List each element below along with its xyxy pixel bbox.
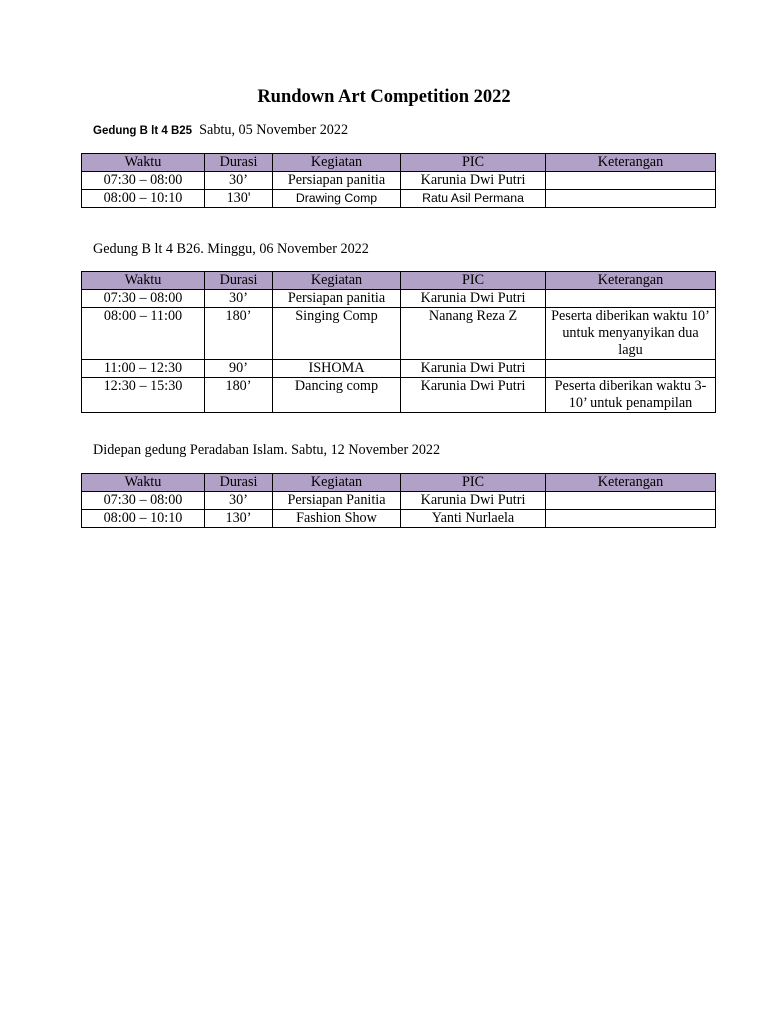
cell-pic: Karunia Dwi Putri [401, 378, 546, 413]
cell-keterangan [546, 492, 716, 510]
cell-waktu: 08:00 – 10:10 [82, 190, 205, 208]
section-3-caption: Didepan gedung Peradaban Islam. Sabtu, 12 November 2022 [93, 442, 441, 458]
table-row [82, 190, 716, 208]
document-title: Rundown Art Competition 2022 [257, 87, 511, 107]
cell-keterangan [546, 290, 716, 308]
cell-kegiatan: ISHOMA [273, 360, 401, 378]
header-durasi: Durasi [205, 474, 273, 492]
cell-keterangan [546, 172, 716, 190]
cell-durasi: 130' [205, 190, 273, 208]
cell-keterangan: Peserta diberikan waktu 10’ untuk menyanyikan dua lagu [546, 308, 716, 360]
cell-waktu: 12:30 – 15:30 [82, 378, 205, 413]
cell-pic: Ratu Asil Permana [401, 190, 546, 208]
section-1-caption-date: Sabtu, 05 November 2022 [199, 122, 349, 138]
header-keterangan: Keterangan [546, 474, 716, 492]
table-row [82, 290, 716, 308]
table-row [82, 308, 716, 360]
header-keterangan: Keterangan [546, 154, 716, 172]
cell-keterangan [546, 360, 716, 378]
cell-pic: Yanti Nurlaela [401, 510, 546, 528]
table-row [82, 378, 716, 413]
header-durasi: Durasi [205, 272, 273, 290]
table-row [82, 492, 716, 510]
section-1-caption-location: Gedung B lt 4 B25 [93, 125, 193, 137]
cell-waktu: 11:00 – 12:30 [82, 360, 205, 378]
header-pic: PIC [401, 272, 546, 290]
cell-keterangan: Peserta diberikan waktu 3-10’ untuk penampilan [546, 378, 716, 413]
cell-kegiatan: Dancing comp [273, 378, 401, 413]
cell-durasi: 90’ [205, 360, 273, 378]
cell-kegiatan: Persiapan panitia [273, 172, 401, 190]
cell-durasi: 30’ [205, 290, 273, 308]
header-durasi: Durasi [205, 154, 273, 172]
header-waktu: Waktu [82, 474, 205, 492]
section-1-caption [93, 121, 348, 140]
cell-kegiatan: Singing Comp [273, 308, 401, 360]
cell-pic: Karunia Dwi Putri [401, 492, 546, 510]
cell-kegiatan: Persiapan Panitia [273, 492, 401, 510]
schedule-table-3 [81, 473, 716, 528]
header-kegiatan: Kegiatan [273, 272, 401, 290]
schedule-table-2 [81, 271, 716, 413]
cell-pic: Karunia Dwi Putri [401, 172, 546, 190]
cell-durasi: 30’ [205, 172, 273, 190]
header-pic: PIC [401, 474, 546, 492]
table-row [82, 360, 716, 378]
cell-kegiatan: Persiapan panitia [273, 290, 401, 308]
table-header-row [82, 154, 716, 172]
cell-durasi: 180’ [205, 378, 273, 413]
header-pic: PIC [401, 154, 546, 172]
header-kegiatan: Kegiatan [273, 154, 401, 172]
cell-durasi: 30’ [205, 492, 273, 510]
table-header-row [82, 474, 716, 492]
cell-durasi: 130’ [205, 510, 273, 528]
cell-pic: Nanang Reza Z [401, 308, 546, 360]
cell-waktu: 08:00 – 11:00 [82, 308, 205, 360]
header-kegiatan: Kegiatan [273, 474, 401, 492]
cell-durasi: 180’ [205, 308, 273, 360]
cell-waktu: 08:00 – 10:10 [82, 510, 205, 528]
header-keterangan: Keterangan [546, 272, 716, 290]
cell-kegiatan: Drawing Comp [273, 190, 401, 208]
cell-waktu: 07:30 – 08:00 [82, 172, 205, 190]
header-waktu: Waktu [82, 154, 205, 172]
table-row [82, 510, 716, 528]
cell-waktu: 07:30 – 08:00 [82, 492, 205, 510]
cell-pic: Karunia Dwi Putri [401, 290, 546, 308]
schedule-table-1 [81, 153, 716, 208]
cell-waktu: 07:30 – 08:00 [82, 290, 205, 308]
section-2-caption: Gedung B lt 4 B26. Minggu, 06 November 2022 [93, 241, 369, 257]
table-row [82, 172, 716, 190]
cell-keterangan [546, 510, 716, 528]
table-header-row [82, 272, 716, 290]
cell-kegiatan: Fashion Show [273, 510, 401, 528]
cell-keterangan [546, 190, 716, 208]
cell-pic: Karunia Dwi Putri [401, 360, 546, 378]
header-waktu: Waktu [82, 272, 205, 290]
